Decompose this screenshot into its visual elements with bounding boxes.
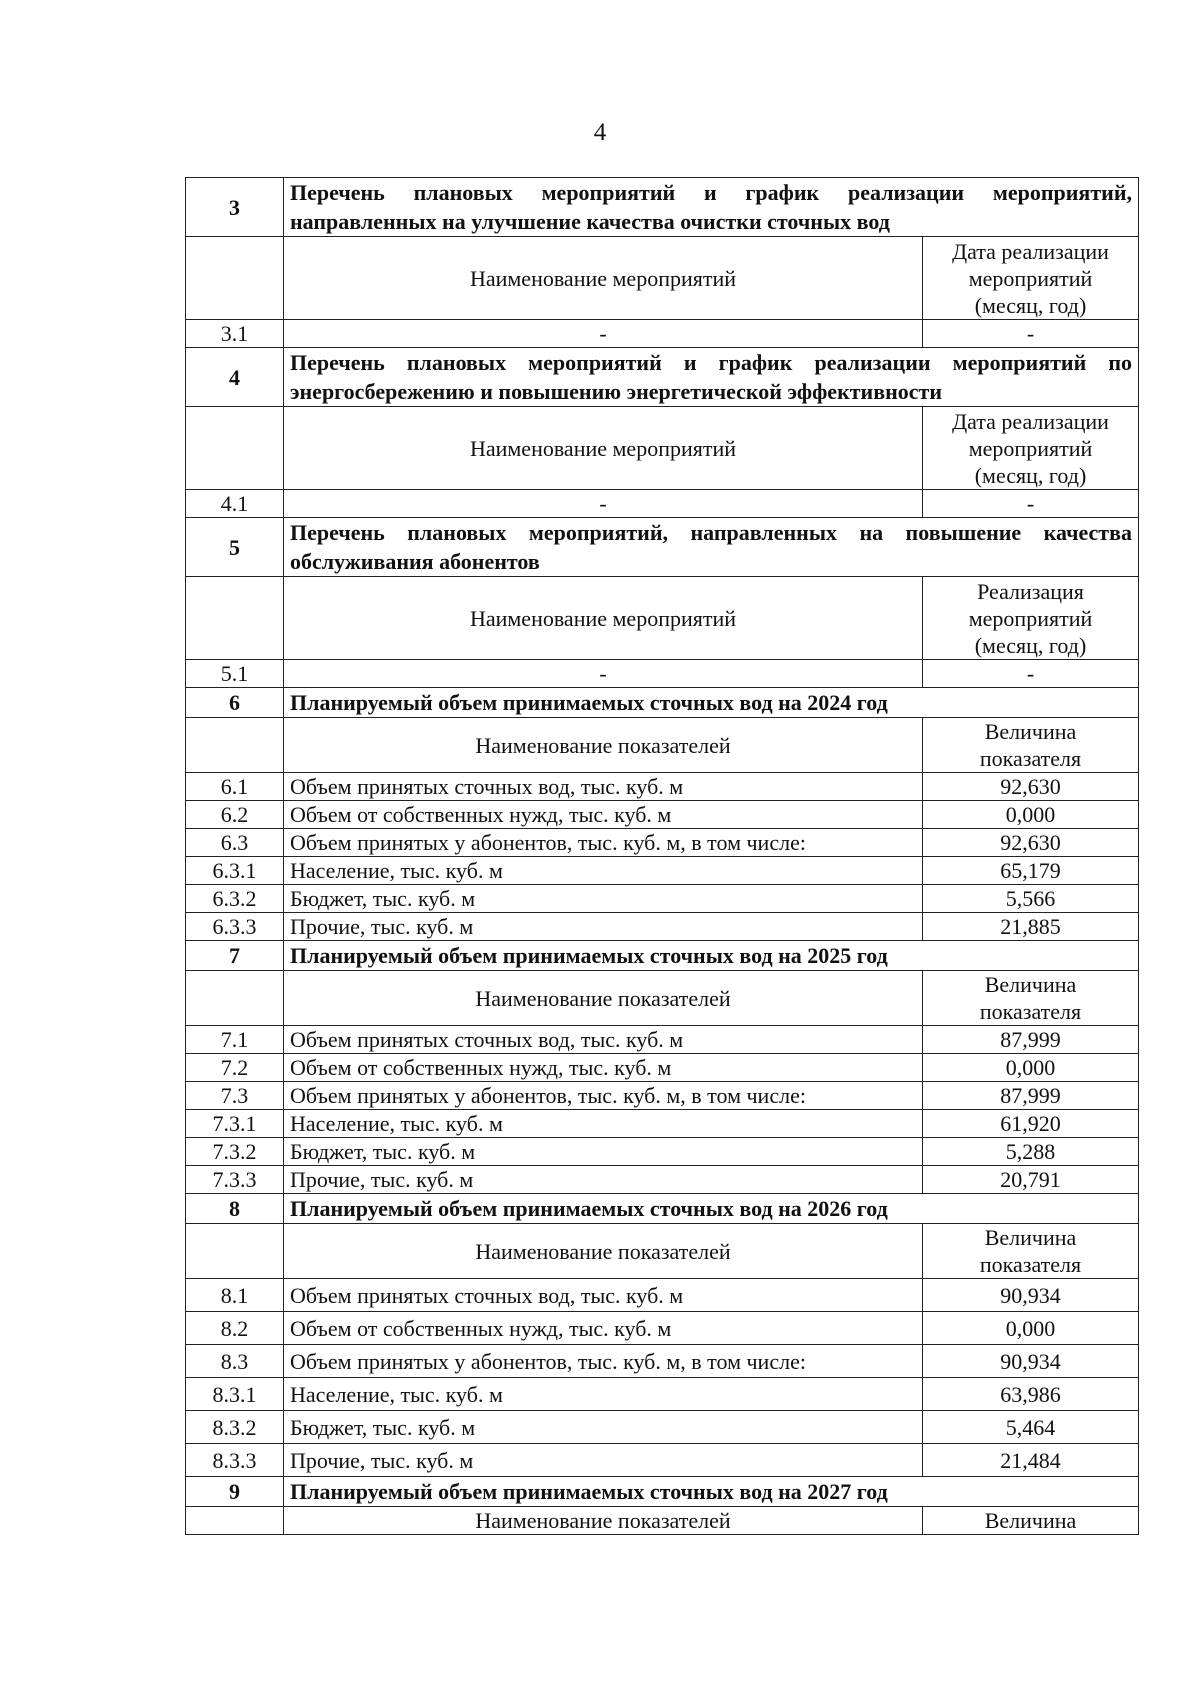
header-name-cell: Наименование мероприятий [284, 577, 923, 660]
row-text: - [284, 320, 923, 348]
row-text: Объем принятых у абонентов, тыс. куб. м, в том числе: [284, 1082, 923, 1110]
table-row [186, 1411, 1139, 1444]
row-value: 0,000 [923, 1312, 1139, 1345]
page-number: 4 [593, 119, 607, 146]
section-title-row [186, 178, 1139, 237]
header-value-line: мероприятий [968, 605, 1093, 631]
header-name-cell: Наименование показателей [284, 718, 923, 773]
section-title: Планируемый объем принимаемых сточных вод на 2024 год [284, 688, 1139, 718]
header-value-cell [923, 237, 1139, 320]
row-value: 87,999 [923, 1026, 1139, 1054]
header-value-line: показателя [979, 746, 1082, 771]
header-empty-cell [186, 407, 284, 490]
column-header-row [186, 407, 1139, 490]
header-value-line: Реализация [977, 578, 1084, 604]
header-value-cell [923, 1507, 1139, 1535]
row-number: 8.3.3 [186, 1444, 284, 1477]
row-number: 7.3 [186, 1082, 284, 1110]
row-number: 7.2 [186, 1054, 284, 1082]
table-row [186, 1110, 1139, 1138]
section-number: 8 [186, 1194, 284, 1224]
table-row [186, 1345, 1139, 1378]
row-text: Объем принятых сточных вод, тыс. куб. м [284, 773, 923, 801]
table-row [186, 913, 1139, 941]
header-value-line: показателя [979, 1252, 1082, 1277]
row-text: Бюджет, тыс. куб. м [284, 1411, 923, 1444]
section-number: 3 [186, 178, 284, 237]
row-value: 5,288 [923, 1138, 1139, 1166]
row-text: Бюджет, тыс. куб. м [284, 1138, 923, 1166]
row-value: 65,179 [923, 857, 1139, 885]
header-value-line: мероприятий [968, 435, 1093, 461]
table-row [186, 320, 1139, 348]
header-name-cell: Наименование показателей [284, 1224, 923, 1279]
table-row [186, 1378, 1139, 1411]
table-row [186, 1054, 1139, 1082]
column-header-row [186, 577, 1139, 660]
row-number: 6.3.2 [186, 885, 284, 913]
section-title: Перечень плановых мероприятий и график реализации мероприятий по энергосбережению и повышению энергетической эффективности [284, 348, 1139, 407]
row-number: 7.3.2 [186, 1138, 284, 1166]
table-row [186, 885, 1139, 913]
header-value-cell [923, 718, 1139, 773]
row-value: 5,566 [923, 885, 1139, 913]
row-value: 90,934 [923, 1345, 1139, 1378]
header-value-cell [923, 1224, 1139, 1279]
row-text: Население, тыс. куб. м [284, 857, 923, 885]
row-value: 0,000 [923, 801, 1139, 829]
header-value-line: (месяц, год) [974, 292, 1087, 318]
row-text: Население, тыс. куб. м [284, 1378, 923, 1411]
header-name-cell: Наименование мероприятий [284, 237, 923, 320]
row-number: 8.3.1 [186, 1378, 284, 1411]
section-number: 6 [186, 688, 284, 718]
row-text: Объем от собственных нужд, тыс. куб. м [284, 1054, 923, 1082]
row-text: Прочие, тыс. куб. м [284, 1166, 923, 1194]
header-value-line: Величина [984, 1225, 1077, 1250]
row-value: 87,999 [923, 1082, 1139, 1110]
header-value-line: (месяц, год) [974, 632, 1087, 658]
row-number: 8.1 [186, 1279, 284, 1312]
header-value-line: мероприятий [968, 265, 1093, 291]
table-row [186, 857, 1139, 885]
section-title-row [186, 348, 1139, 407]
header-value-line: Дата реализации [952, 238, 1109, 264]
row-number: 4.1 [186, 490, 284, 518]
table-row [186, 1444, 1139, 1477]
row-text: Прочие, тыс. куб. м [284, 913, 923, 941]
row-number: 6.3.3 [186, 913, 284, 941]
table-row [186, 1138, 1139, 1166]
section-number: 7 [186, 941, 284, 971]
table-row [186, 1026, 1139, 1054]
section-title: Планируемый объем принимаемых сточных вод на 2027 год [284, 1477, 1139, 1507]
row-value: 90,934 [923, 1279, 1139, 1312]
table-row [186, 1082, 1139, 1110]
row-text: Объем принятых сточных вод, тыс. куб. м [284, 1026, 923, 1054]
column-header-row [186, 237, 1139, 320]
row-text: Объем принятых сточных вод, тыс. куб. м [284, 1279, 923, 1312]
table-row [186, 1279, 1139, 1312]
header-value-line: Величина [984, 972, 1077, 997]
header-name-cell: Наименование показателей [284, 971, 923, 1026]
table-row [186, 773, 1139, 801]
row-text: Объем от собственных нужд, тыс. куб. м [284, 801, 923, 829]
section-title: Перечень плановых мероприятий и график реализации мероприятий, направленных на улучшение качества очистки сточных вод [284, 178, 1139, 237]
section-title-row [186, 1477, 1139, 1507]
row-number: 5.1 [186, 660, 284, 688]
section-title-row [186, 518, 1139, 577]
row-value: - [923, 490, 1139, 518]
section-title-row [186, 941, 1139, 971]
plan-table [185, 177, 1139, 1535]
header-empty-cell [186, 971, 284, 1026]
column-header-row [186, 971, 1139, 1026]
row-number: 6.2 [186, 801, 284, 829]
table-row [186, 490, 1139, 518]
section-title-row [186, 1194, 1139, 1224]
header-name-cell: Наименование мероприятий [284, 407, 923, 490]
row-number: 6.3 [186, 829, 284, 857]
row-text: Бюджет, тыс. куб. м [284, 885, 923, 913]
row-value: 21,484 [923, 1444, 1139, 1477]
column-header-row [186, 718, 1139, 773]
row-value: 92,630 [923, 829, 1139, 857]
row-value: 92,630 [923, 773, 1139, 801]
header-empty-cell [186, 718, 284, 773]
header-empty-cell [186, 577, 284, 660]
row-number: 7.3.3 [186, 1166, 284, 1194]
row-text: - [284, 490, 923, 518]
row-number: 6.3.1 [186, 857, 284, 885]
row-value: - [923, 660, 1139, 688]
section-number: 5 [186, 518, 284, 577]
row-value: 20,791 [923, 1166, 1139, 1194]
header-value-cell [923, 577, 1139, 660]
column-header-row [186, 1507, 1139, 1535]
section-title: Планируемый объем принимаемых сточных вод на 2025 год [284, 941, 1139, 971]
row-text: Объем принятых у абонентов, тыс. куб. м, в том числе: [284, 1345, 923, 1378]
row-number: 7.1 [186, 1026, 284, 1054]
header-value-line: Дата реализации [952, 408, 1109, 434]
header-value-line: (месяц, год) [974, 462, 1087, 488]
row-number: 3.1 [186, 320, 284, 348]
header-value-cell [923, 971, 1139, 1026]
table-row [186, 660, 1139, 688]
row-value: - [923, 320, 1139, 348]
table-row [186, 1166, 1139, 1194]
header-name-cell: Наименование показателей [284, 1507, 923, 1535]
section-title: Перечень плановых мероприятий, направленных на повышение качества обслуживания абонентов [284, 518, 1139, 577]
section-number: 4 [186, 348, 284, 407]
header-empty-cell [186, 1507, 284, 1535]
header-empty-cell [186, 237, 284, 320]
row-value: 5,464 [923, 1411, 1139, 1444]
row-text: Объем от собственных нужд, тыс. куб. м [284, 1312, 923, 1345]
row-value: 63,986 [923, 1378, 1139, 1411]
header-value-line: Величина [984, 719, 1077, 744]
header-value-line: Величина [984, 1508, 1077, 1533]
header-empty-cell [186, 1224, 284, 1279]
table-row [186, 801, 1139, 829]
section-number: 9 [186, 1477, 284, 1507]
table-row [186, 1312, 1139, 1345]
row-text: Прочие, тыс. куб. м [284, 1444, 923, 1477]
row-number: 7.3.1 [186, 1110, 284, 1138]
row-text: Население, тыс. куб. м [284, 1110, 923, 1138]
row-number: 8.2 [186, 1312, 284, 1345]
row-text: - [284, 660, 923, 688]
table-row [186, 829, 1139, 857]
section-title-row [186, 688, 1139, 718]
row-number: 8.3 [186, 1345, 284, 1378]
row-value: 0,000 [923, 1054, 1139, 1082]
header-value-cell [923, 407, 1139, 490]
header-value-line: показателя [979, 999, 1082, 1024]
row-text: Объем принятых у абонентов, тыс. куб. м, в том числе: [284, 829, 923, 857]
row-value: 61,920 [923, 1110, 1139, 1138]
row-number: 8.3.2 [186, 1411, 284, 1444]
row-value: 21,885 [923, 913, 1139, 941]
section-title: Планируемый объем принимаемых сточных вод на 2026 год [284, 1194, 1139, 1224]
row-number: 6.1 [186, 773, 284, 801]
column-header-row [186, 1224, 1139, 1279]
